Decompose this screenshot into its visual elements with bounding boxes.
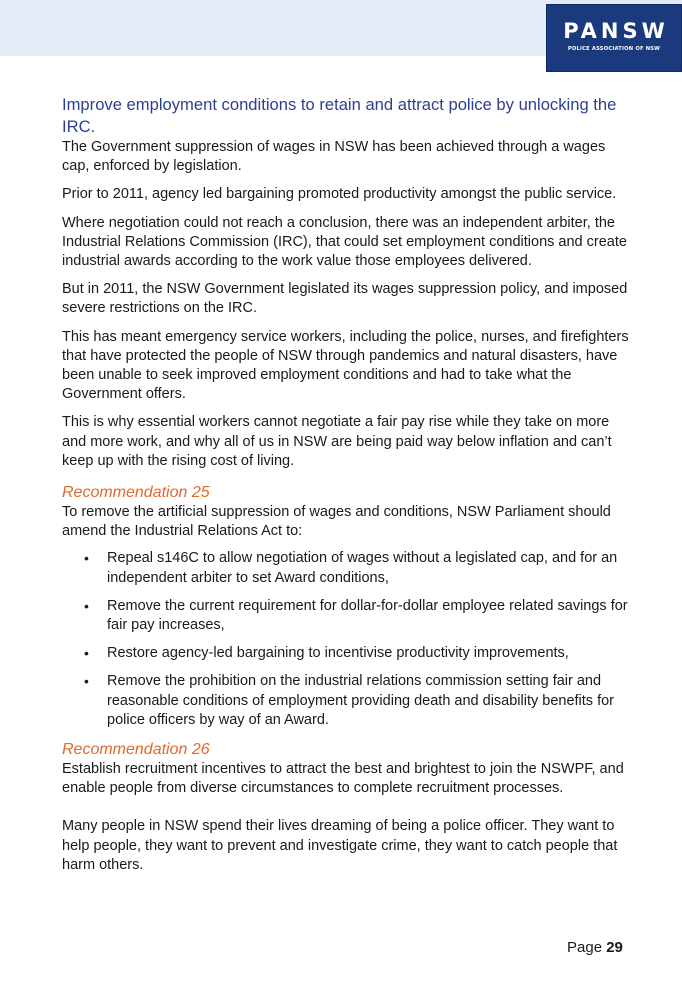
page-label: Page bbox=[567, 939, 603, 956]
paragraph: This has meant emergency service workers, including the police, nurses, and firefighters that have protected the people of NSW through pandemics and natural disasters, have been unable to seek improved employment conditions and had to take what the Government offers. bbox=[62, 328, 629, 403]
bullet-icon: • bbox=[84, 550, 89, 567]
paragraph: But in 2011, the NSW Government legislated its wages suppression policy, and imposed severe restrictions on the IRC. bbox=[62, 281, 628, 317]
paragraph: Where negotiation could not reach a conclusion, there was an independent arbiter, the Industrial Relations Commission (IRC), that could set employment conditions and create industrial awards according to the work value those employees delivered. bbox=[62, 214, 627, 270]
list-item-text: Remove the prohibition on the industrial relations commission setting fair and reasonable conditions of employment providing death and disability benefits for police officers by way of an Award. bbox=[107, 673, 615, 728]
list-item bbox=[62, 672, 634, 730]
page-number-value: 29 bbox=[606, 939, 623, 956]
bullet-icon: • bbox=[84, 673, 89, 690]
recommendation-26-title: Recommendation 26 bbox=[62, 741, 210, 759]
recommendation-25-title: Recommendation 25 bbox=[62, 484, 210, 502]
logo-mark: PANSW bbox=[563, 19, 669, 43]
recommendation-25-list bbox=[62, 549, 634, 730]
bullet-icon: • bbox=[84, 645, 89, 662]
recommendation-26-intro: Establish recruitment incentives to attract the best and brightest to join the NSWPF, and enable people from diverse circumstances to complete recruitment processes. bbox=[62, 761, 624, 797]
paragraph: The Government suppression of wages in NSW has been achieved through a wages cap, enforced by legislation. bbox=[62, 139, 606, 175]
bullet-icon: • bbox=[84, 597, 89, 614]
page-content bbox=[62, 94, 634, 884]
spacer bbox=[62, 798, 634, 817]
recommendation-26-followup: Many people in NSW spend their lives dreaming of being a police officer. They want to help people, they want to prevent and investigate crime, they want to catch people that harm others. bbox=[62, 818, 618, 873]
list-item-text: Remove the current requirement for dollar-for-dollar employee related savings for fair pay increases, bbox=[107, 597, 628, 634]
paragraph: Prior to 2011, agency led bargaining promoted productivity amongst the public service. bbox=[62, 186, 617, 203]
list-item-text: Restore agency-led bargaining to incentivise productivity improvements, bbox=[107, 645, 569, 662]
list-item bbox=[62, 597, 634, 635]
paragraph: This is why essential workers cannot negotiate a fair pay rise while they take on more and more work, and why all of us in NSW are being paid way below inflation and can’t keep up with the rising cost of living. bbox=[62, 414, 612, 469]
recommendation-25-intro: To remove the artificial suppression of wages and conditions, NSW Parliament should amend the Industrial Relations Act to: bbox=[62, 504, 611, 540]
logo-subtitle: POLICE ASSOCIATION OF NSW bbox=[567, 46, 661, 52]
list-item bbox=[62, 644, 634, 663]
section-heading: Improve employment conditions to retain and attract police by unlocking the IRC. bbox=[62, 95, 617, 136]
list-item-text: Repeal s146C to allow negotiation of wages without a legislated cap, and for an independent arbiter to set Award conditions, bbox=[107, 550, 618, 586]
pansw-logo bbox=[546, 4, 682, 72]
list-item bbox=[62, 549, 634, 587]
page-number bbox=[567, 939, 623, 956]
